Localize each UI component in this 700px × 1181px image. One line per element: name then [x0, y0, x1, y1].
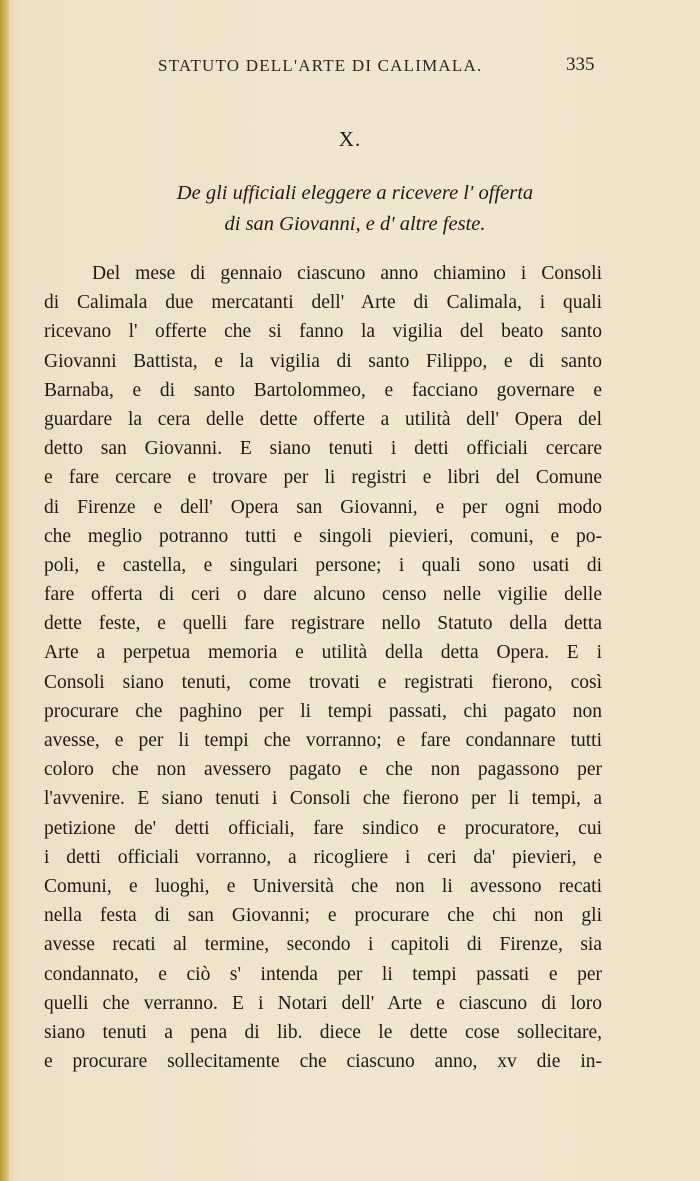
body-line: nella festa di san Giovanni; e procurare che chi non gli [44, 905, 602, 927]
body-line: Del mese di gennaio ciascuno anno chiamino i Consoli [92, 263, 602, 284]
chapter-number: X. [338, 127, 362, 151]
body-line: di Firenze e dell' Opera san Giovanni, e per ogni modo [44, 496, 602, 518]
page-spine-edge [0, 0, 9, 1181]
body-line: detto san Giovanni. E siano tenuti i detti officiali cercare [44, 438, 602, 460]
body-line: quelli che verranno. E i Notari dell' Arte e ciascuno di loro [44, 992, 602, 1014]
body-line: di Calimala due mercatanti dell' Arte di Calimala, i quali [44, 292, 602, 314]
body-line: guardare la cera delle dette offerte a utilità dell' Opera del [44, 408, 602, 430]
body-line: e procurare sollecitamente che ciascuno anno, xv die in- [44, 1051, 602, 1073]
body-line: Barnaba, e di santo Bartolommeo, e facciano governare e [44, 379, 602, 401]
body-line: Arte a perpetua memoria e utilità della detta Opera. E i [44, 642, 602, 664]
body-line: fare offerta di ceri o dare alcuno censo nelle vigilie delle [44, 584, 602, 606]
body-line: e fare cercare e trovare per li registri e libri del Comune [44, 467, 602, 489]
body-line: siano tenuti a pena di lib. diece le dette cose sollecitare, [44, 1021, 602, 1043]
body-line: ricevano l' offerte che si fanno la vigilia del beato santo [44, 321, 602, 343]
body-line: avesse recati al termine, secondo i capitoli di Firenze, sia [44, 934, 602, 956]
body-line: petizione de' detti officiali, fare sindico e procuratore, cui [44, 817, 602, 839]
body-line: condannato, e ciò s' intenda per li tempi passati e per [44, 963, 602, 985]
running-head: STATUTO DELL'ARTE DI CALIMALA. [158, 56, 483, 75]
body-line: avesse, e per li tempi che vorranno; e fare condannare tutti [44, 730, 602, 751]
body-line: Giovanni Battista, e la vigilia di santo Filippo, e di santo [44, 350, 602, 372]
body-line: poli, e castella, e singulari persone; i quali sono usati di [44, 554, 602, 576]
body-line: i detti officiali vorranno, a ricogliere i ceri da' pievieri, e [44, 846, 602, 868]
chapter-title-line: di san Giovanni, e d' altre feste. [224, 213, 486, 235]
body-line: coloro che non avessero pagato e che non pagassono per [44, 759, 602, 781]
body-line: procurare che paghino per li tempi passati, chi pagato non [44, 700, 602, 722]
chapter-title [60, 178, 650, 240]
page-number: 335 [566, 54, 595, 75]
body-line: Comuni, e luoghi, e Università che non li avessono recati [44, 875, 602, 897]
body-line: dette feste, e quelli fare registrare nello Statuto della detta [44, 613, 602, 635]
body-line: Consoli siano tenuti, come trovati e registrati fierono, così [44, 671, 602, 693]
body-line: che meglio potranno tutti e singoli pievieri, comuni, e po- [44, 525, 602, 547]
body-text [44, 259, 602, 1076]
chapter-title-line: De gli ufficiali eleggere a ricevere l' offerta [176, 182, 534, 204]
body-line: l'avvenire. E siano tenuti i Consoli che fierono per li tempi, a [44, 788, 602, 810]
